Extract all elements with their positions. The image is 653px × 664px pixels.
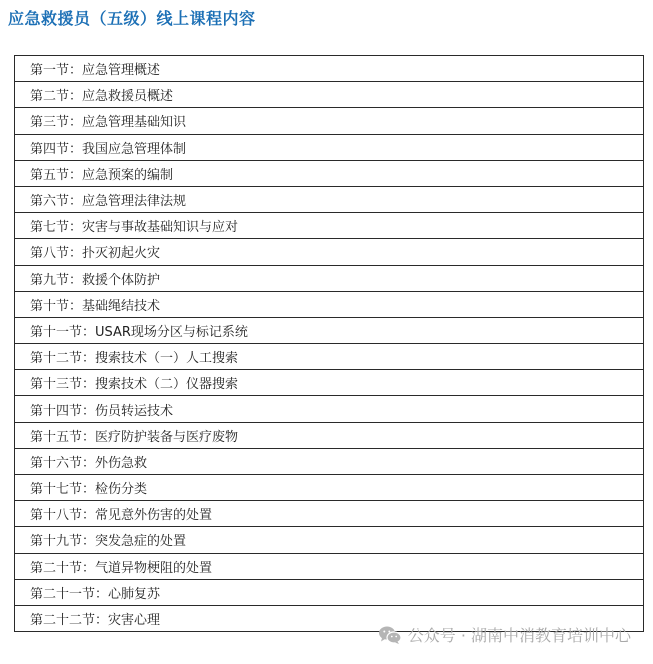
section-cell: 第七节：灾害与事故基础知识与应对 xyxy=(15,213,644,239)
table-row xyxy=(15,448,644,474)
table-row xyxy=(15,186,644,212)
table-row xyxy=(15,213,644,239)
table-row xyxy=(15,134,644,160)
table-row xyxy=(15,475,644,501)
table-row xyxy=(15,422,644,448)
table-row xyxy=(15,56,644,82)
course-table xyxy=(14,55,644,632)
table-row xyxy=(15,108,644,134)
table-row xyxy=(15,579,644,605)
wechat-icon xyxy=(378,625,402,645)
section-cell: 第八节：扑灭初起火灾 xyxy=(15,239,644,265)
section-cell: 第十一节：USAR现场分区与标记系统 xyxy=(15,317,644,343)
section-cell: 第四节：我国应急管理体制 xyxy=(15,134,644,160)
watermark xyxy=(378,623,631,646)
table-row xyxy=(15,317,644,343)
table-row xyxy=(15,396,644,422)
page-title: 应急救援员（五级）线上课程内容 xyxy=(8,9,256,28)
table-row xyxy=(15,82,644,108)
table-row xyxy=(15,291,644,317)
section-cell: 第二十节：气道异物梗阻的处置 xyxy=(15,553,644,579)
section-cell: 第二十一节：心肺复苏 xyxy=(15,579,644,605)
section-cell: 第十二节：搜索技术（一）人工搜索 xyxy=(15,344,644,370)
table-row xyxy=(15,160,644,186)
table-row xyxy=(15,265,644,291)
section-cell: 第一节：应急管理概述 xyxy=(15,56,644,82)
section-cell: 第十六节：外伤急救 xyxy=(15,448,644,474)
section-cell: 第五节：应急预案的编制 xyxy=(15,160,644,186)
section-cell: 第十五节：医疗防护装备与医疗废物 xyxy=(15,422,644,448)
section-cell: 第十三节：搜索技术（二）仪器搜索 xyxy=(15,370,644,396)
section-cell: 第九节：救援个体防护 xyxy=(15,265,644,291)
section-cell: 第二节：应急救援员概述 xyxy=(15,82,644,108)
section-cell: 第三节：应急管理基础知识 xyxy=(15,108,644,134)
table-row xyxy=(15,370,644,396)
table-row xyxy=(15,501,644,527)
table-row xyxy=(15,527,644,553)
section-cell: 第二十二节：灾害心理 xyxy=(15,605,644,631)
section-cell: 第十九节：突发急症的处置 xyxy=(15,527,644,553)
section-cell: 第十四节：伤员转运技术 xyxy=(15,396,644,422)
section-cell: 第十节：基础绳结技术 xyxy=(15,291,644,317)
table-row xyxy=(15,239,644,265)
course-table-body xyxy=(15,56,644,632)
section-cell: 第十七节：检伤分类 xyxy=(15,475,644,501)
section-cell: 第六节：应急管理法律法规 xyxy=(15,186,644,212)
table-row xyxy=(15,553,644,579)
watermark-text: 公众号 · 湖南中消教育培训中心 xyxy=(407,626,631,645)
section-cell: 第十八节：常见意外伤害的处置 xyxy=(15,501,644,527)
table-row xyxy=(15,344,644,370)
